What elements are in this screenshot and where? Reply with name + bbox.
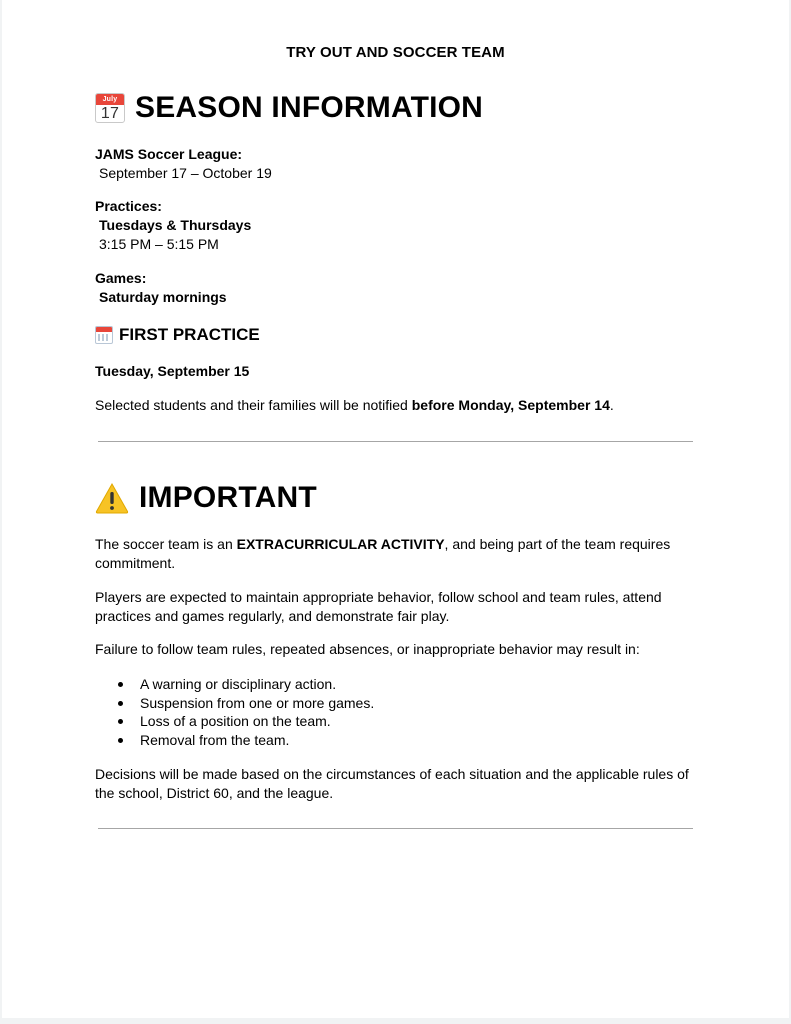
season-heading-text: SEASON INFORMATION xyxy=(135,91,484,124)
notice-deadline: before Monday, September 14 xyxy=(411,397,610,413)
commitment-paragraph xyxy=(95,535,705,573)
consequences-list xyxy=(95,675,374,749)
calendar-icon-month: July xyxy=(96,94,124,105)
p1-suffix: , and being part of the team requires commitment. xyxy=(95,536,671,571)
calendar-icon xyxy=(95,93,125,123)
p1-emphasis: EXTRACURRICULAR ACTIVITY xyxy=(236,536,445,552)
document-page xyxy=(2,0,789,1018)
games-block xyxy=(95,269,705,307)
practices-block xyxy=(95,197,705,254)
divider xyxy=(98,441,693,442)
games-label: Games: xyxy=(95,270,147,286)
practices-time: 3:15 PM – 5:15 PM xyxy=(99,236,219,252)
notice-suffix: . xyxy=(609,397,614,413)
decisions-paragraph: Decisions will be made based on the circumstances of each situation and the applicable rules of the school, District 60, and the league. xyxy=(95,766,689,801)
first-practice-heading-text: FIRST PRACTICE xyxy=(119,325,260,344)
calendar-small-icon xyxy=(95,326,113,344)
practices-days: Tuesdays & Thursdays xyxy=(99,217,252,233)
games-when: Saturday mornings xyxy=(99,289,227,305)
league-label: JAMS Soccer League: xyxy=(95,146,243,162)
list-item: Removal from the team. xyxy=(95,731,374,750)
league-block xyxy=(95,145,705,183)
practices-label: Practices: xyxy=(95,198,162,214)
list-item: Suspension from one or more games. xyxy=(95,694,374,713)
list-item: Loss of a position on the team. xyxy=(95,712,374,731)
calendar-icon-day: 17 xyxy=(100,105,120,122)
expectations-paragraph: Players are expected to maintain appropriate behavior, follow school and team rules, attend practices and games regularly, and demonstrate fair play. xyxy=(95,589,662,624)
notification-notice xyxy=(95,396,705,415)
league-dates: September 17 – October 19 xyxy=(99,165,272,181)
first-practice-heading xyxy=(95,325,260,345)
consequences-intro: Failure to follow team rules, repeated absences, or inappropriate behavior may result in: xyxy=(95,641,640,657)
divider xyxy=(98,828,693,829)
notice-prefix: Selected students and their families will be notified xyxy=(95,397,412,413)
p1-prefix: The soccer team is an xyxy=(95,536,237,552)
document-title: TRY OUT AND SOCCER TEAM xyxy=(286,44,505,61)
important-heading-text: IMPORTANT xyxy=(139,481,317,514)
warning-icon xyxy=(95,482,129,514)
important-heading xyxy=(95,481,317,515)
season-heading xyxy=(95,91,483,125)
first-practice-date: Tuesday, September 15 xyxy=(95,363,250,379)
list-item: A warning or disciplinary action. xyxy=(95,675,374,694)
